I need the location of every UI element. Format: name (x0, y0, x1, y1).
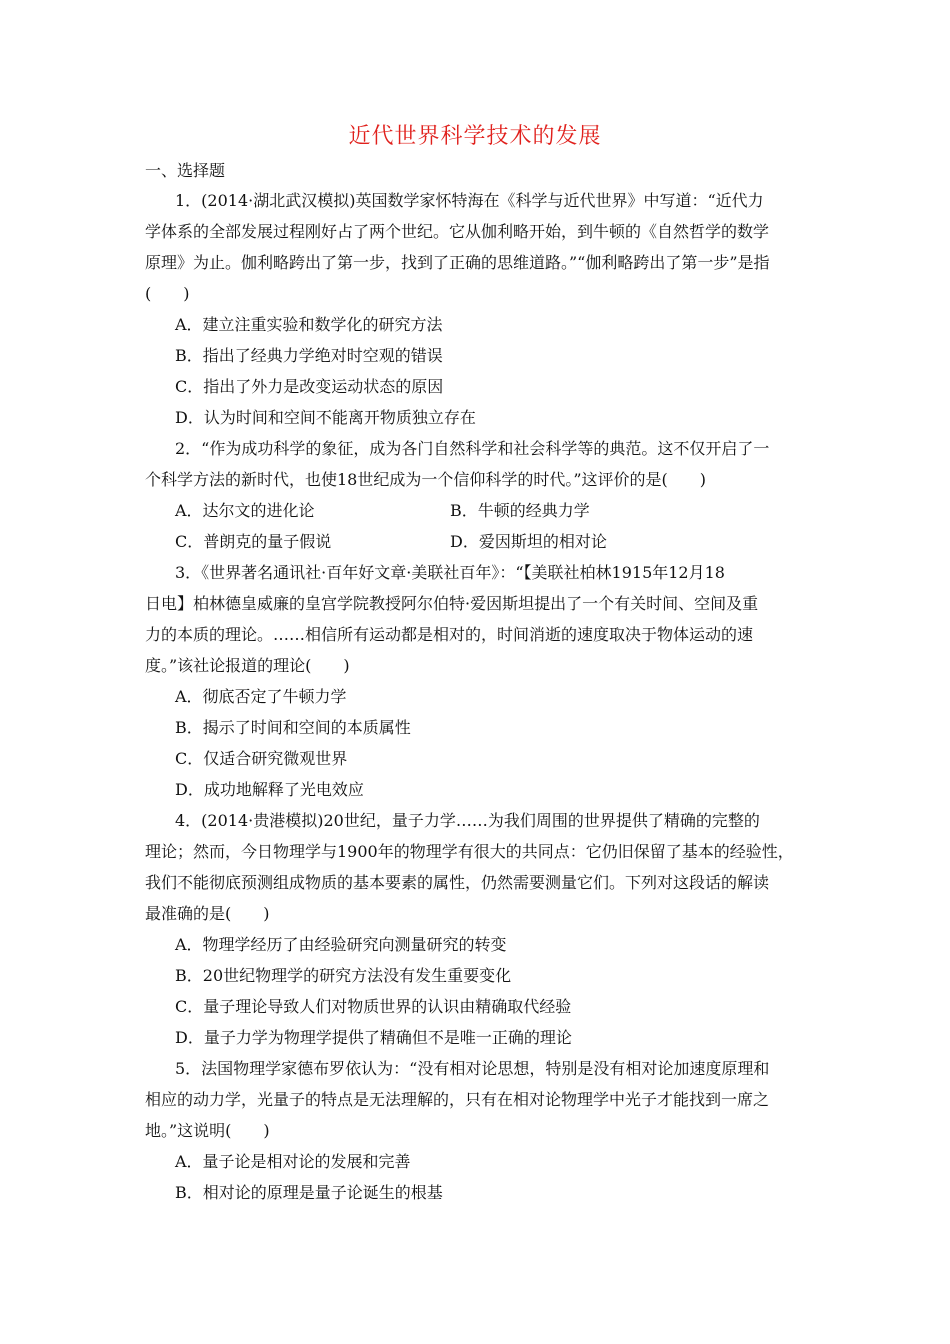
q2-line-2: 个科学方法的新时代，也使18世纪成为一个信仰科学的时代。”这评价的是( ) (145, 470, 707, 489)
q4-option-c: C．量子理论导致人们对物质世界的认识由精确取代经验 (175, 997, 572, 1016)
q3-line-4: 度。”该社论报道的理论( ) (145, 656, 350, 675)
q3-line-2: 日电】柏林德皇威廉的皇宫学院教授阿尔伯特·爱因斯坦提出了一个有关时间、空间及重 (145, 594, 759, 613)
q1-option-d: D．认为时间和空间不能离开物质独立存在 (175, 408, 476, 427)
q3-option-c: C．仅适合研究微观世界 (175, 749, 348, 768)
q4-option-b: B．20世纪物理学的研究方法没有发生重要变化 (175, 966, 512, 985)
q2-option-b: B．牛顿的经典力学 (450, 501, 590, 520)
q1-option-c: C．指出了外力是改变运动状态的原因 (175, 377, 444, 396)
q1-line-3: 原理》为止。伽利略跨出了第一步，找到了正确的思维道路。”“伽利略跨出了第一步”是指 (145, 253, 770, 272)
q4-option-d: D．量子力学为物理学提供了精确但不是唯一正确的理论 (175, 1028, 572, 1047)
q1-option-a: A．建立注重实验和数学化的研究方法 (175, 315, 443, 334)
q2-option-c: C．普朗克的量子假说 (175, 532, 332, 551)
q5-option-b: B．相对论的原理是量子论诞生的根基 (175, 1183, 443, 1202)
q1-line-2: 学体系的全部发展过程刚好占了两个世纪。它从伽利略开始，到牛顿的《自然哲学的数学 (145, 222, 770, 241)
q4-line-3: 我们不能彻底预测组成物质的基本要素的属性，仍然需要测量它们。下列对这段话的解读 (145, 873, 770, 892)
q5-line-1: 5．法国物理学家德布罗依认为：“没有相对论思想，特别是没有相对论加速度原理和 (175, 1059, 770, 1078)
q2-line-1: 2．“作为成功科学的象征，成为各门自然科学和社会科学等的典范。这不仅开启了一 (175, 439, 770, 458)
q1-line-1: 1．(2014·湖北武汉模拟)英国数学家怀特海在《科学与近代世界》中写道：“近代力 (175, 191, 764, 210)
q3-line-3: 力的本质的理论。……相信所有运动都是相对的，时间消逝的速度取决于物体运动的速 (145, 625, 754, 644)
page-title: 近代世界科学技术的发展 (348, 124, 602, 149)
q4-option-a: A．物理学经历了由经验研究向测量研究的转变 (175, 935, 507, 954)
q4-line-4: 最准确的是( ) (145, 904, 270, 923)
q3-option-b: B．揭示了时间和空间的本质属性 (175, 718, 411, 737)
q5-line-3: 地。”这说明( ) (145, 1121, 270, 1140)
section-heading: 一、选择题 (145, 161, 226, 180)
q1-option-b: B．指出了经典力学绝对时空观的错误 (175, 346, 443, 365)
q5-line-2: 相应的动力学，光量子的特点是无法理解的，只有在相对论物理学中光子才能找到一席之 (145, 1090, 770, 1109)
q1-line-4: ( ) (145, 284, 190, 303)
q3-option-d: D．成功地解释了光电效应 (175, 780, 364, 799)
q3-option-a: A．彻底否定了牛顿力学 (175, 687, 347, 706)
q4-line-1: 4．(2014·贵港模拟)20世纪，量子力学……为我们周围的世界提供了精确的完整的 (175, 811, 760, 830)
q2-option-a: A．达尔文的进化论 (175, 501, 315, 520)
q3-line-1: 3．《世界著名通讯社·百年好文章·美联社百年》：“【美联社柏林1915年12月18 (175, 563, 725, 582)
q5-option-a: A．量子论是相对论的发展和完善 (175, 1152, 411, 1171)
q2-option-d: D．爱因斯坦的相对论 (450, 532, 607, 551)
q4-line-2: 理论；然而，今日物理学与1900年的物理学有很大的共同点：它仍旧保留了基本的经验性， (145, 842, 794, 861)
